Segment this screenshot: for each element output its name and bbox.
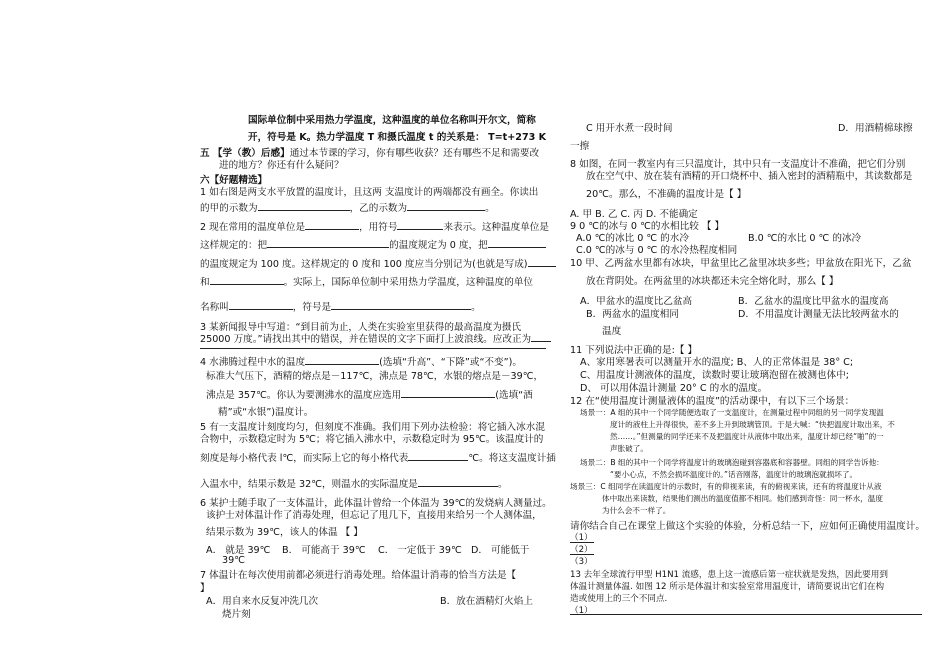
- q5-text-d: 。: [497, 479, 508, 490]
- q4-line3: [206, 387, 533, 401]
- q3-line1: 3 某新闻报导中写道：“到目前为止，人类在实验室里获得的最高温度为摄氏: [200, 322, 522, 333]
- q11-line1: 11 下列说法中正确的是:【 】: [570, 345, 698, 356]
- q7-bracket: 】: [200, 583, 210, 594]
- q7-option-c[interactable]: C 用开水煮一段时间: [586, 123, 673, 134]
- q5-text-b: ℃。将这支温度计插: [468, 453, 556, 464]
- q2-text-b: ，用符号: [359, 222, 398, 233]
- q2-text-f: 的温度规定为 100 度。这样规定的 0 度和 100 度应当分别记为(也就是写成): [200, 259, 528, 270]
- q1-text-a: 的甲的示数为: [200, 203, 258, 214]
- q4-blank-temp[interactable]: [305, 364, 379, 365]
- q2-text-g: 和: [200, 277, 210, 288]
- q4-blank-thermometer[interactable]: [401, 397, 495, 398]
- q2-text-d: 这样规定的：把: [200, 240, 268, 251]
- q13-answer-1-line[interactable]: [570, 614, 922, 615]
- q7-line1: 7 体温计在每次使用前都必须进行消毒处理。给体温计消毒的恰当方法是【: [200, 570, 517, 581]
- scene1-line3: 然……。”但测量的同学还来不及把温度计从液体中取出来，温度计却已经“啪”的一: [610, 432, 884, 441]
- q5-line4: [200, 476, 508, 490]
- q4-line4: 精”或“水银”)温度计。: [218, 407, 314, 418]
- q2-line5: [200, 299, 481, 313]
- q2-text-c: 来表示。这种温度单位是: [443, 222, 549, 233]
- q3-blank-correction[interactable]: [531, 341, 551, 342]
- q2-text-i: 名称叫: [200, 302, 229, 313]
- q9-option-b[interactable]: B.0 ℃的水比 0 ℃ 的冰冷: [748, 233, 862, 244]
- q2-line1: [200, 219, 549, 233]
- q3-answer-line[interactable]: [200, 348, 546, 349]
- q2-blank-zero-written[interactable]: [528, 266, 556, 267]
- q5-blank-per-division[interactable]: [408, 460, 468, 461]
- kelvin-intro-line1: 国际单位制中采用热力学温度，这种温度的单位名称叫开尔文，简称: [248, 115, 536, 126]
- q2-blank-symbol[interactable]: [397, 229, 443, 230]
- q7-option-b-cont: 烧片刻: [222, 609, 251, 620]
- scene1-line2: 度计的液柱上升得很快，差不多上升到玻璃管顶。于是大喊：“快把温度计取出来，不: [610, 420, 895, 429]
- q5-line1: 5 有一支温度计刻度均匀，但刻度不准确。我们用下列办法检验：将它插入冰水混: [200, 422, 545, 433]
- q13-line3: 造或使用上的三个不同点.: [570, 594, 668, 604]
- q2-text-h: 。实际上，国际单位制中采用热力学温度，这种温度的单位: [283, 277, 534, 288]
- q13-line2: 体温计测量体温. 如图 12 所示是体温计和实验室常用温度计，请简要说出它们在构: [570, 582, 885, 592]
- scene3-line1: 场景三：C 组同学在读温度计的示数时，有的仰视来读，有的俯视来读，还有的将温度计从液: [570, 482, 882, 491]
- scene3-line2: 体中取出来读数，结果他们测出的温度值都不相同。他们感到奇怪：同一杯水，温度: [602, 494, 883, 503]
- q7-option-d[interactable]: D．用酒精棉球擦: [838, 123, 913, 134]
- q2-blank-zero[interactable]: [267, 247, 389, 248]
- q6-line2: 该护士对体温计作了消毒处理，但忘记了甩几下，直接用来给另一个人测体温，: [206, 510, 542, 521]
- q12-answer-2-label: （2）: [570, 545, 593, 555]
- scene3-line3: 为什么会不一样了。: [602, 506, 671, 515]
- q6-option-d-cont: 39℃: [222, 555, 245, 566]
- q2-text-a: 2 现在常用的温度单位是: [200, 222, 306, 233]
- section5-label: 五 【学（教）后感】: [200, 148, 290, 159]
- q2-line3: [200, 256, 556, 270]
- q13-line1: 13 去年全球流行甲型 H1N1 流感，患上这一流感后第一症状就是发热，因此要用到: [570, 570, 888, 580]
- q2-text-k: 。: [471, 302, 481, 313]
- q9-line1: 9 0 ℃的冰与 0 ℃的水相比较 【 】: [570, 221, 725, 232]
- q9-option-a[interactable]: A.0 ℃的冰比 0 ℃ 的水冷: [576, 233, 689, 244]
- q6-option-c[interactable]: C． 一定低于 39℃: [378, 545, 462, 556]
- q12-answer-3-label: （3）: [570, 557, 593, 567]
- q5-line2: 合物中，示数稳定时为 5℃；将它插入沸水中，示数稳定时为 95℃。该温度计的: [200, 434, 544, 445]
- q8-options[interactable]: A. 甲 B. 乙 C. 丙 D. 不能确定: [570, 209, 698, 220]
- q2-blank-kelvin-name[interactable]: [229, 309, 293, 310]
- q7-option-b[interactable]: B．放在酒精灯火焰上: [440, 596, 533, 607]
- scene1-line1: 场景一：A 组的其中一个同学随便选取了一支温度计，在测量过程中同组的另一同学发现温: [580, 408, 884, 417]
- q2-text-e: 的温度规定为 0 度，把: [389, 240, 488, 251]
- q4-line1: [200, 354, 522, 368]
- q10-option-a[interactable]: A．甲盆水的温度比乙盆高: [580, 296, 693, 307]
- q2-blank-hundred[interactable]: [488, 247, 546, 248]
- q2-blank-hundred-written[interactable]: [210, 284, 284, 285]
- scene2-line1: 场景二：B 组的其中一个同学将温度计的玻璃泡碰到容器底和容器壁。同组的同学告诉他：: [580, 458, 884, 467]
- q11-option-d[interactable]: D、 可以用体温计测量 20° C 的水的温度。: [580, 383, 768, 394]
- q2-blank-kelvin-symbol[interactable]: [331, 309, 471, 310]
- q8-line3: 20℃。那么，不准确的温度计是【 】: [586, 189, 747, 200]
- q4-text-c: 沸点是 357℃。你认为要测沸水的温度应选用: [206, 390, 402, 401]
- q10-option-d[interactable]: D．不用温度计测量无法比较两盆水的: [738, 309, 899, 320]
- q5-text-c: 入温水中，结果示数是 32℃，则温水的实际温度是: [200, 479, 418, 490]
- q3-line2: [200, 331, 551, 345]
- q10-line1: 10 甲、乙两盆水里都有冰块，甲盆里比乙盆里冰块多些；甲盆放在阳光下，乙盆: [570, 258, 912, 269]
- q2-line4: [200, 274, 533, 288]
- q12-ask: 请你结合自己在课堂上做这个实验的体验，分析总结一下，应如何正确使用温度计。: [570, 521, 925, 532]
- q6-option-d[interactable]: D． 可能低于: [471, 545, 530, 556]
- q3-text: 25000 万度。”请找出其中的错误，并在错误的文字下面打上波浪线。应改正为: [200, 334, 532, 345]
- q11-option-ab[interactable]: A、家用寒暑表可以测量开水的温度; B、人的正常体温是 38° C;: [580, 357, 854, 368]
- q7-option-a[interactable]: A．用自来水反复冲洗几次: [206, 596, 319, 607]
- q5-line3: [200, 450, 556, 464]
- section5-line2: 进的地方？你还有什么疑问？: [219, 160, 344, 171]
- section6-label: 六【好题精选】: [200, 175, 268, 186]
- q9-option-c[interactable]: C.0 ℃的冰与 0 ℃ 的水冷热程度相同: [576, 245, 738, 256]
- q1-blank-jia[interactable]: [258, 210, 350, 211]
- q12-line1: 12 在“使用温度计测量液体的温度”的活动课中，有以下三个场景：: [570, 396, 855, 407]
- q1-blank-yi[interactable]: [407, 210, 485, 211]
- q8-line2: 放在空气中、放在装有酒精的开口烧杯中、插入密封的酒精瓶中，其读数都是: [586, 171, 913, 182]
- q7-option-d-cont: 一擦: [570, 141, 590, 152]
- q2-text-j: ，符号是: [292, 302, 332, 313]
- q4-text-a: 4 水沸腾过程中水的温度: [200, 357, 306, 368]
- q13-answer-1-label: （1）: [570, 606, 593, 616]
- q4-text-b: (选填“升高”、“下降”或“不变”)。: [379, 357, 522, 368]
- q10-option-c[interactable]: B．两盆水的温度相同: [586, 309, 679, 320]
- q8-line1: 8 如图，在同一教室内有三只温度计，其中只有一支温度计不准确，把它们分别: [570, 159, 906, 170]
- q6-option-b[interactable]: B． 可能高于 39℃: [282, 545, 366, 556]
- q1-text-c: 。: [485, 203, 495, 214]
- scene2-line2: “要小心点，不然会损坏温度计的。”话音刚落，温度计的玻璃泡就损坏了。: [610, 470, 858, 479]
- q6-line1: 6 某护士随手取了一支体温计，此体温计曾给一个体温为 39℃的发烧病人测量过。: [200, 498, 552, 509]
- q1-line2: [200, 200, 495, 214]
- q6-line3: 结果示数为 39℃，该人的体温 【 】: [206, 527, 363, 538]
- kelvin-intro-line2: 开，符号是 K。热力学温度 T 和摄氏温度 t 的关系是： T=t+273 K: [248, 132, 547, 143]
- q1-text-b: ，乙的示数为: [349, 203, 408, 214]
- q10-option-d-cont: 温度: [602, 326, 622, 337]
- q2-blank-unit[interactable]: [305, 229, 359, 230]
- q4-text-d: (选填“酒: [495, 390, 533, 401]
- section5-text: 通过本节课的学习，你有哪些收获？还有哪些不足和需要改: [289, 148, 540, 159]
- q10-option-b[interactable]: B．乙盆水的温度比甲盆水的温度高: [738, 296, 889, 307]
- q5-blank-actual-temp[interactable]: [418, 486, 498, 487]
- q12-answer-1-label: （1）: [570, 533, 593, 543]
- q10-line2: 放在背阴处。在两盆里的冰块都还未完全熔化时，那么【 】: [586, 276, 839, 287]
- scene1-line4: 声胀破了。: [610, 444, 648, 453]
- q1-line1: 1 如右图是两支水平放置的温度计，且这两 支温度计的两端都没有画全。你读出: [200, 187, 539, 198]
- q5-text-a: 刻度是每小格代表 l℃，而实际上它的每小格代表: [200, 453, 409, 464]
- q4-line2: 标准大气压下，酒精的熔点是－117℃，沸点是 78℃，水银的熔点是－39℃，: [206, 371, 544, 382]
- q11-option-c[interactable]: C、用温度计测液体的温度，读数时要让玻璃泡留在被测也体中;: [580, 370, 849, 381]
- q6-option-a[interactable]: A． 就是 39℃: [206, 545, 271, 556]
- q2-line2: [200, 237, 546, 251]
